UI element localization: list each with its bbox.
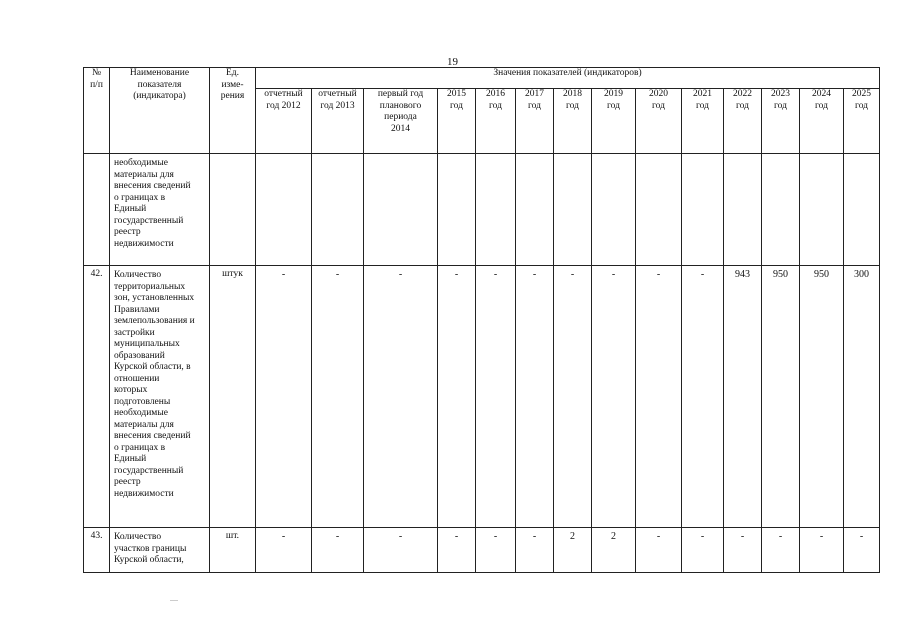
value-cell: 950 xyxy=(800,266,844,528)
value-cell xyxy=(554,154,592,266)
header-year: 2021 год xyxy=(682,89,724,154)
value-cell: 2 xyxy=(592,528,636,573)
value-cell xyxy=(682,154,724,266)
unit-cell xyxy=(210,154,256,266)
value-cell: - xyxy=(438,528,476,573)
value-cell: - xyxy=(312,528,364,573)
value-cell xyxy=(364,154,438,266)
value-cell: - xyxy=(516,266,554,528)
header-year: 2017 год xyxy=(516,89,554,154)
value-cell xyxy=(438,154,476,266)
value-cell xyxy=(516,154,554,266)
value-cell: - xyxy=(364,528,438,573)
header-year: 2018 год xyxy=(554,89,592,154)
header-year: 2022 год xyxy=(724,89,762,154)
value-cell: - xyxy=(682,266,724,528)
value-cell xyxy=(762,154,800,266)
header-year: первый год планового периода 2014 xyxy=(364,89,438,154)
header-year: 2025 год xyxy=(844,89,880,154)
value-cell: 950 xyxy=(762,266,800,528)
value-cell xyxy=(844,154,880,266)
indicator-name: Количество участков границы Курской области, xyxy=(110,528,210,573)
header-year: 2016 год xyxy=(476,89,516,154)
value-cell xyxy=(476,154,516,266)
header-num: № п/п xyxy=(84,68,110,154)
value-cell: - xyxy=(364,266,438,528)
value-cell: 300 xyxy=(844,266,880,528)
value-cell: - xyxy=(592,266,636,528)
indicator-name: необходимые материалы для внесения сведений о границах в Единый государственный реестр недвижимости xyxy=(110,154,210,266)
header-unit: Ед. изме- рения xyxy=(210,68,256,154)
value-cell: - xyxy=(554,266,592,528)
scan-mark xyxy=(170,600,178,601)
value-cell: - xyxy=(256,528,312,573)
value-cell: - xyxy=(312,266,364,528)
indicators-table xyxy=(83,67,880,573)
row-number: 42. xyxy=(84,266,110,528)
value-cell: - xyxy=(516,528,554,573)
value-cell: - xyxy=(476,266,516,528)
header-year: 2023 год xyxy=(762,89,800,154)
value-cell: 943 xyxy=(724,266,762,528)
row-number xyxy=(84,154,110,266)
header-name: Наименование показателя (индикатора) xyxy=(110,68,210,154)
unit-cell: штук xyxy=(210,266,256,528)
table-row xyxy=(84,266,880,528)
header-year: 2020 год xyxy=(636,89,682,154)
header-year: отчетный год 2012 xyxy=(256,89,312,154)
value-cell xyxy=(636,154,682,266)
table-row xyxy=(84,528,880,573)
value-cell: - xyxy=(636,266,682,528)
value-cell xyxy=(800,154,844,266)
value-cell: - xyxy=(800,528,844,573)
value-cell: - xyxy=(844,528,880,573)
header-year: 2019 год xyxy=(592,89,636,154)
page-number: 19 xyxy=(447,56,458,68)
header-year: 2024 год xyxy=(800,89,844,154)
value-cell: - xyxy=(438,266,476,528)
table-row xyxy=(84,154,880,266)
header-year: отчетный год 2013 xyxy=(312,89,364,154)
value-cell xyxy=(256,154,312,266)
row-number: 43. xyxy=(84,528,110,573)
value-cell: - xyxy=(762,528,800,573)
header-year: 2015 год xyxy=(438,89,476,154)
value-cell: - xyxy=(476,528,516,573)
value-cell: - xyxy=(256,266,312,528)
unit-cell: шт. xyxy=(210,528,256,573)
indicator-name: Количество территориальных зон, установленных Правилами землепользования и застройки муниципальных образований Курской области, в отношении которых подготовлены необходимые материалы для внесения сведений о границах в Единый государственный реестр недвижимости xyxy=(110,266,210,528)
value-cell: - xyxy=(636,528,682,573)
value-cell xyxy=(724,154,762,266)
value-cell xyxy=(592,154,636,266)
value-cell: - xyxy=(682,528,724,573)
value-cell: - xyxy=(724,528,762,573)
header-values-title: Значения показателей (индикаторов) xyxy=(256,68,880,89)
value-cell xyxy=(312,154,364,266)
value-cell: 2 xyxy=(554,528,592,573)
